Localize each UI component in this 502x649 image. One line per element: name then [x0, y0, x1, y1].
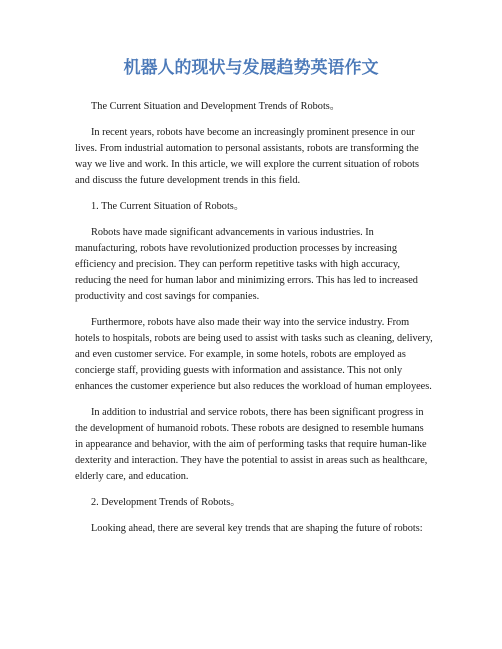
section-heading-current-situation: 1. The Current Situation of Robots。	[91, 201, 245, 212]
essay-heading: The Current Situation and Development Trends of Robots。	[91, 101, 341, 112]
document-title: 机器人的现状与发展趋势英语作文	[123, 58, 379, 78]
section-heading-development-trends: 2. Development Trends of Robots。	[91, 497, 241, 508]
humanoid-robots-paragraph: In addition to industrial and service robots, there has been significant progress in the development of humanoid robots. These robots are designed to resemble humans in appearance and behavior, with the aim of performing tasks that require human-like dexterity and interaction. They have the potential to assist in areas such as healthcare, elderly care, and education.	[75, 407, 428, 482]
trends-intro-paragraph: Looking ahead, there are several key trends that are shaping the future of robots:	[91, 523, 423, 534]
document-body	[75, 99, 433, 547]
manufacturing-paragraph: Robots have made significant advancements in various industries. In manufacturing, robots have revolutionized production processes by increasing efficiency and precision. They can perform repetitive tasks with high accuracy, reducing the need for human labor and minimizing errors. This has led to increased productivity and cost savings for companies.	[75, 227, 418, 302]
intro-paragraph: In recent years, robots have become an increasingly prominent presence in our lives. From industrial automation to personal assistants, robots are transforming the way we live and work. In this article, we will explore the current situation of robots and discuss the future development trends in this field.	[75, 127, 419, 186]
service-industry-paragraph: Furthermore, robots have also made their way into the service industry. From hotels to hospitals, robots are being used to assist with tasks such as cleaning, delivery, and even customer service. For example, in some hotels, robots are employed as concierge staff, providing guests with information and assistance. This not only enhances the customer experience but also reduces the workload of human employees.	[75, 317, 433, 392]
